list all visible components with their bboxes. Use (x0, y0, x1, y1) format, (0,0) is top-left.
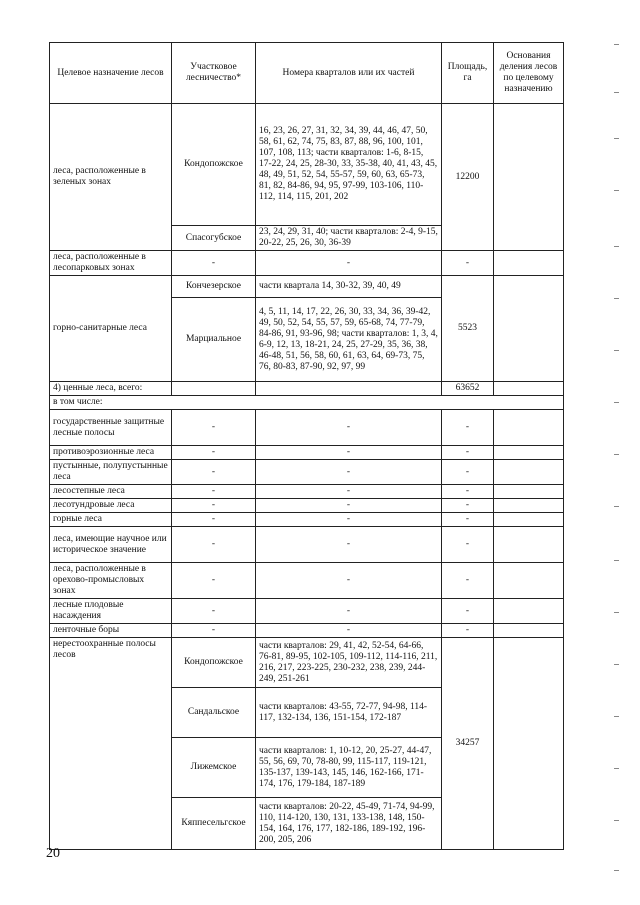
quarters-cell: части кварталов: 1, 10-12, 20, 25-27, 44-47, 55, 56, 69, 70, 78-80, 99, 115-117, 119-121, 135-137, 139-143, 145, 146, 162-166, 171-174, 176, 179-184, 187-189 (256, 738, 442, 798)
purpose-cell: леса, расположенные в лесопарковых зонах (50, 251, 172, 276)
grounds-cell (494, 499, 564, 513)
grounds-cell (494, 251, 564, 276)
district-cell: - (172, 446, 256, 460)
quarters-cell (256, 382, 442, 396)
district-cell (172, 382, 256, 396)
table-row (50, 624, 564, 638)
quarters-cell: части кварталов: 20-22, 45-49, 71-74, 94-99, 110, 114-120, 130, 131, 133-138, 148, 150-154, 164, 176, 177, 182-186, 189-192, 196-200, 205, 206 (256, 798, 442, 850)
grounds-cell (494, 446, 564, 460)
header-area: Площадь, га (442, 43, 494, 104)
quarters-cell: части кварталов: 43-55, 72-77, 94-98, 114-117, 132-134, 136, 151-154, 172-187 (256, 688, 442, 738)
district-cell: - (172, 527, 256, 563)
table-row (50, 410, 564, 446)
district-cell: Кондопожское (172, 638, 256, 688)
table-row (50, 563, 564, 599)
district-cell: - (172, 513, 256, 527)
district-cell: Сандальское (172, 688, 256, 738)
area-cell: - (442, 410, 494, 446)
quarters-cell: - (256, 410, 442, 446)
header-district: Участковое лесничество* (172, 43, 256, 104)
district-cell: - (172, 485, 256, 499)
district-cell: - (172, 563, 256, 599)
area-cell: - (442, 527, 494, 563)
table-row (50, 446, 564, 460)
quarters-cell: - (256, 624, 442, 638)
table-row (50, 527, 564, 563)
purpose-cell: леса, расположенные в зеленых зонах (50, 104, 172, 251)
page-number: 20 (46, 846, 60, 861)
table-row (50, 513, 564, 527)
grounds-cell (494, 563, 564, 599)
area-cell: - (442, 513, 494, 527)
quarters-cell: - (256, 513, 442, 527)
district-cell: Кяппесельгское (172, 798, 256, 850)
area-cell: 34257 (442, 638, 494, 850)
table-row (50, 599, 564, 624)
grounds-cell (494, 638, 564, 850)
area-cell: - (442, 446, 494, 460)
quarters-cell: - (256, 499, 442, 513)
table-row (50, 251, 564, 276)
grounds-cell (494, 410, 564, 446)
grounds-cell (494, 104, 564, 251)
quarters-cell: - (256, 446, 442, 460)
quarters-cell: 4, 5, 11, 14, 17, 22, 26, 30, 33, 34, 36, 39-42, 49, 50, 52, 54, 55, 57, 59, 65-68, 74, 77-79, 84-86, 91, 93-96, 98; части кварталов: 1, 3, 4, 6-9, 12, 13, 18-21, 24, 25, 27-29, 35, 36, 38, 46-48, 51, 56, 58, 60, 61, 63, 64, 69-73, 75, 76, 80-83, 87-90, 92, 97, 99 (256, 298, 442, 382)
area-cell: 5523 (442, 276, 494, 382)
area-cell: - (442, 499, 494, 513)
including-label: в том числе: (50, 396, 564, 410)
area-cell: - (442, 624, 494, 638)
area-cell: - (442, 599, 494, 624)
district-cell: - (172, 499, 256, 513)
purpose-cell: ленточные боры (50, 624, 172, 638)
district-cell: - (172, 410, 256, 446)
grounds-cell (494, 460, 564, 485)
quarters-cell: части квартала 14, 30-32, 39, 40, 49 (256, 276, 442, 298)
purpose-cell: государственные защитные лесные полосы (50, 410, 172, 446)
purpose-cell: нерестоохранные полосы лесов (50, 638, 172, 850)
grounds-cell (494, 624, 564, 638)
grounds-cell (494, 276, 564, 382)
quarters-cell: - (256, 563, 442, 599)
header-quarters: Номера кварталов или их частей (256, 43, 442, 104)
quarters-cell: - (256, 460, 442, 485)
purpose-cell: лесостепные леса (50, 485, 172, 499)
table-row (50, 499, 564, 513)
area-cell: - (442, 251, 494, 276)
header-purpose: Целевое назначение лесов (50, 43, 172, 104)
grounds-cell (494, 485, 564, 499)
quarters-cell: - (256, 485, 442, 499)
purpose-cell: лесотундровые леса (50, 499, 172, 513)
area-cell: 63652 (442, 382, 494, 396)
quarters-cell: - (256, 251, 442, 276)
district-cell: - (172, 251, 256, 276)
purpose-cell: леса, расположенные в орехово-промысловых зонах (50, 563, 172, 599)
grounds-cell (494, 599, 564, 624)
quarters-cell: 23, 24, 29, 31, 40; части кварталов: 2-4, 9-15, 20-22, 25, 26, 30, 36-39 (256, 226, 442, 251)
table-row (50, 460, 564, 485)
table-row (50, 104, 564, 226)
area-cell: - (442, 460, 494, 485)
purpose-cell: горные леса (50, 513, 172, 527)
area-cell: - (442, 485, 494, 499)
district-cell: - (172, 599, 256, 624)
district-cell: Спасогубское (172, 226, 256, 251)
quarters-cell: 16, 23, 26, 27, 31, 32, 34, 39, 44, 46, 47, 50, 58, 61, 62, 74, 75, 83, 87, 88, 96, 100, 101, 107, 108, 113; части кварталов: 1-6, 8-15, 17-22, 24, 25, 28-30, 33, 35-38, 40, 41, 43, 45, 48, 49, 51, 52, 54, 55-57, 59, 60, 63, 65-73, 81, 82, 84-86, 94, 95, 97-99, 103-106, 110-112, 114, 115, 201, 202 (256, 104, 442, 226)
quarters-cell: - (256, 527, 442, 563)
district-cell: Марциальное (172, 298, 256, 382)
district-cell: - (172, 624, 256, 638)
header-row (50, 43, 564, 104)
district-cell: Лижемское (172, 738, 256, 798)
table-row (50, 638, 564, 688)
quarters-cell: - (256, 599, 442, 624)
grounds-cell (494, 382, 564, 396)
purpose-cell: 4) ценные леса, всего: (50, 382, 172, 396)
area-cell: - (442, 563, 494, 599)
purpose-cell: леса, имеющие научное или историческое значение (50, 527, 172, 563)
scan-edge-marks (608, 40, 622, 880)
table-row (50, 396, 564, 410)
quarters-cell: части кварталов: 29, 41, 42, 52-54, 64-66, 76-81, 89-95, 102-105, 109-112, 114-116, 211, 216, 217, 223-225, 230-232, 238, 239, 244-249, 251-261 (256, 638, 442, 688)
district-cell: - (172, 460, 256, 485)
area-cell: 12200 (442, 104, 494, 251)
table-row (50, 485, 564, 499)
district-cell: Кончезерское (172, 276, 256, 298)
purpose-cell: противоэрозионные леса (50, 446, 172, 460)
grounds-cell (494, 527, 564, 563)
purpose-cell: лесные плодовые насаждения (50, 599, 172, 624)
district-cell: Кондопожское (172, 104, 256, 226)
header-grounds: Основания деления лесов по целевому назначению (494, 43, 564, 104)
purpose-cell: пустынные, полупустынные леса (50, 460, 172, 485)
table-row (50, 382, 564, 396)
grounds-cell (494, 513, 564, 527)
purpose-cell: горно-санитарные леса (50, 276, 172, 382)
forest-purpose-table (49, 42, 564, 850)
table-row (50, 276, 564, 298)
